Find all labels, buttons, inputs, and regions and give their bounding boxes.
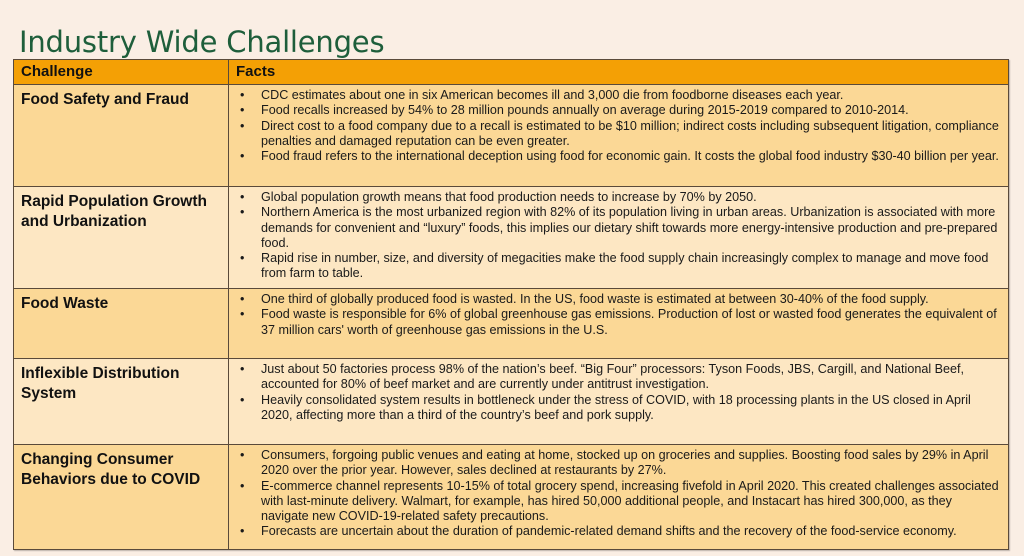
- table-row: [14, 359, 1009, 445]
- bullet-icon: •: [240, 362, 245, 376]
- fact-item: • CDC estimates about one in six American becomes ill and 3,000 die from foodborne diseases each year.: [240, 88, 844, 102]
- facts-list: [235, 292, 1002, 338]
- bullet-icon: •: [240, 88, 245, 102]
- fact-item: • Food recalls increased by 54% to 28 million pounds annually on average during 2015-2019 compared to 2010-2014.: [240, 103, 909, 118]
- facts-list: [235, 362, 1002, 423]
- table-row: [14, 289, 1009, 359]
- bullet-icon: •: [240, 103, 245, 118]
- fact-item: • Heavily consolidated system results in bottleneck under the stress of COVID, with 18 processing plants in the US closed in April 2020, affecting more than a third of the country’s beef and pork supply.: [240, 392, 971, 422]
- challenge-cell: Changing Consumer Behaviors due to COVID: [14, 445, 229, 550]
- bullet-icon: •: [240, 478, 245, 493]
- fact-item: • Direct cost to a food company due to a recall is estimated to be $10 million; indirect costs including subsequent litigation, compliance penalties and damaged reputation can be even greater.: [240, 118, 999, 148]
- challenge-cell: Rapid Population Growth and Urbanization: [14, 187, 229, 289]
- table-header-row: [14, 60, 1009, 85]
- bullet-icon: •: [240, 292, 245, 306]
- table-row: [14, 85, 1009, 187]
- bullet-icon: •: [240, 251, 245, 266]
- bullet-icon: •: [240, 392, 245, 407]
- fact-item: • Rapid rise in number, size, and diversity of megacities make the food supply chain increasingly complex to manage and move food from farm to table.: [240, 251, 989, 281]
- table-row: [14, 445, 1009, 550]
- fact-item: • Food waste is responsible for 6% of global greenhouse gas emissions. Production of lost or wasted food generates the equivalent of 37 million cars' worth of greenhouse gas emissions in the U.S.: [240, 307, 997, 337]
- challenge-cell: Food Waste: [14, 289, 229, 359]
- fact-item: • Forecasts are uncertain about the duration of pandemic-related demand shifts and the recovery of the food-service economy.: [240, 524, 957, 539]
- bullet-icon: •: [240, 149, 245, 164]
- challenge-cell: Inflexible Distribution System: [14, 359, 229, 445]
- fact-item: • Food fraud refers to the international deception using food for economic gain. It costs the global food industry $30-40 billion per year.: [240, 149, 999, 164]
- fact-item: • Consumers, forgoing public venues and eating at home, stocked up on groceries and supplies. Boosting food sales by 29% in April 2020 over the prior year. However, sales declined at restaurants by 27%.: [240, 448, 989, 478]
- table-row: [14, 187, 1009, 289]
- facts-cell: [229, 187, 1009, 289]
- facts-cell: [229, 445, 1009, 550]
- facts-list: [235, 448, 1002, 540]
- bullet-icon: •: [240, 524, 245, 539]
- column-header-challenge: Challenge: [14, 60, 229, 85]
- fact-item: • One third of globally produced food is wasted. In the US, food waste is estimated at between 30-40% of the food supply.: [240, 292, 929, 306]
- bullet-icon: •: [240, 118, 245, 133]
- bullet-icon: •: [240, 448, 245, 462]
- bullet-icon: •: [240, 190, 245, 204]
- facts-list: [235, 88, 1002, 164]
- page-title: Industry Wide Challenges: [19, 25, 385, 60]
- facts-cell: [229, 359, 1009, 445]
- fact-item: • E-commerce channel represents 10-15% of total grocery spend, increasing fivefold in April 2020. This created challenges associated with last-minute delivery. Walmart, for example, has hired 50,000 additional people, and Instacart has hired 300,000, as they navigate new COVID-19-related safety precautions.: [240, 478, 999, 524]
- challenges-table: [13, 59, 1009, 550]
- facts-cell: [229, 85, 1009, 187]
- fact-item: • Just about 50 factories process 98% of the nation’s beef. “Big Four” processors: Tyson Foods, JBS, Cargill, and National Beef, accounted for 80% of beef market and are currently under antitrust investigation.: [240, 362, 965, 392]
- fact-item: • Northern America is the most urbanized region with 82% of its population living in urban areas. Urbanization is associated with more demands for convenient and “luxury” foods, this implies our dietary shift towards more energy-intensive production and pre-prepared food.: [240, 205, 998, 250]
- facts-cell: [229, 289, 1009, 359]
- bullet-icon: •: [240, 205, 245, 220]
- fact-item: • Global population growth means that food production needs to increase by 70% by 2050.: [240, 190, 757, 204]
- facts-list: [235, 190, 1002, 282]
- column-header-facts: Facts: [229, 60, 1009, 85]
- challenge-cell: Food Safety and Fraud: [14, 85, 229, 187]
- bullet-icon: •: [240, 307, 245, 322]
